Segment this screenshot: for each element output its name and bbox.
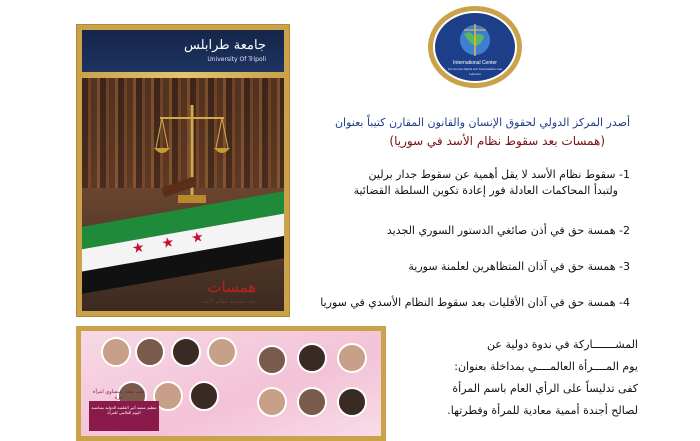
conference-line: كفى تدليساً على الرأي العام باسم المرأة [452, 382, 638, 395]
cover-subtitle: بعد سقوط نظام الأسد [200, 298, 256, 305]
list-item: 2- همسة حق في أذن صائغي الدستور السوري الجديد [386, 224, 630, 237]
speaker-photo [171, 337, 201, 367]
speaker-photo [135, 337, 165, 367]
book-cover [82, 30, 284, 311]
logo-location: Lebanon [469, 72, 481, 76]
international-center-logo [426, 4, 524, 90]
cover-header [82, 30, 284, 78]
scales-of-justice-icon [152, 100, 232, 210]
conference-line: لصالح أجندة أممية معادية للمرأة وفطرتها. [447, 404, 638, 417]
speaker-photo [101, 337, 131, 367]
book-title: (همسات بعد سقوط نظام الأسد في سوريا) [389, 134, 605, 148]
speaker-photo [257, 387, 287, 417]
speaker-photo [337, 343, 367, 373]
list-item: ولتبدأ المحاكمات العادلة فور إعادة تكوين السلطة القضائية [353, 184, 618, 197]
speaker-photo [189, 381, 219, 411]
list-item: 3- همسة حق في آذان المتظاهرين لعلمنة سورية [408, 260, 630, 273]
conference-line: المشـــــــاركة في ندوة دولية عن [487, 338, 638, 351]
university-name-ar: جامعة طرابلس [184, 38, 266, 53]
speaker-photo [297, 387, 327, 417]
speaker-photo [207, 337, 237, 367]
speaker-photo [297, 343, 327, 373]
conference-line: يوم المــــرأة العالمــــي بمداخلة بعنوان: [454, 360, 638, 373]
poster-heading: تحت شعار متساوي امرأة حرة [92, 389, 146, 401]
speaker-photo [257, 345, 287, 375]
list-item: 1- سقوط نظام الأسد لا يقل أهمية عن سقوط جدار برلين [368, 168, 630, 181]
book-cover-frame [76, 24, 290, 317]
logo-subname: For Human Rights and Comparative Law [447, 67, 503, 71]
logo-name: International Center [453, 60, 497, 66]
conference-poster [81, 331, 381, 436]
university-name-en: University Of Tripoli [207, 56, 266, 63]
syrian-flag-ribbon: ★ ★ ★ [82, 188, 284, 299]
article-intro: أصدر المركز الدولي لحقوق الإنسان والقانون المقارن كتيباً بعنوان [334, 116, 630, 129]
poster-info-box: تنظيم منصة أثير العلمية الدولية بمناسبة اليوم العالمي للمرأة [89, 401, 159, 431]
gold-stripe [82, 72, 284, 78]
conference-poster-frame [76, 326, 386, 441]
speaker-photo [337, 387, 367, 417]
list-item: 4- همسة حق في آذان الأقليات بعد سقوط النظام الأسدي في سوريا [320, 296, 630, 309]
cover-title: همسات [207, 278, 256, 296]
